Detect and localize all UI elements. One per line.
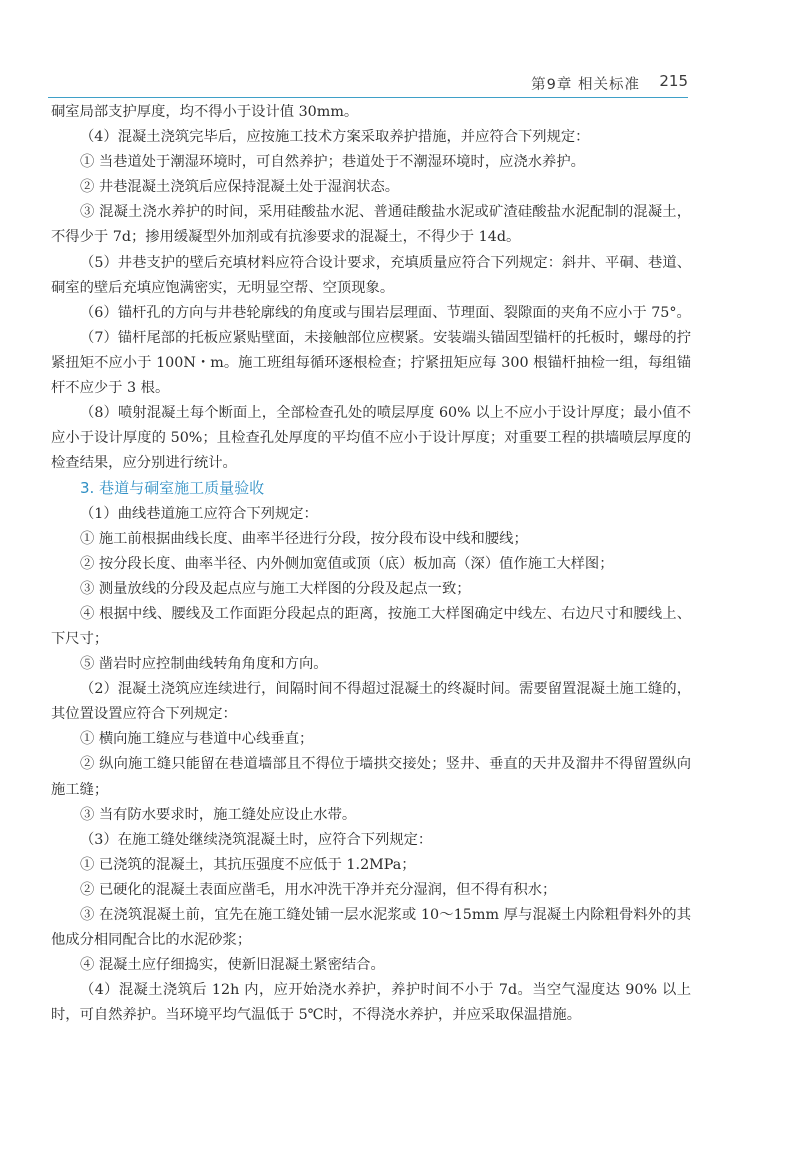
paragraph: （6）锚杆孔的方向与井巷轮廓线的角度或与围岩层理面、节理面、裂隙面的夹角不应小于 75°。	[80, 304, 691, 321]
paragraph: ③ 混凝土浇水养护的时间，采用硅酸盐水泥、普通硅酸盐水泥或矿渣硅酸盐水泥配制的混凝土，不得少于 7d；掺用缓凝型外加剂或有抗渗要求的混凝土，不得少于 14d。	[51, 204, 691, 246]
paragraph: （1）曲线巷道施工应符合下列规定：	[80, 505, 318, 522]
paragraph: ① 施工前根据曲线长度、曲率半径进行分段，按分段布设中线和腰线；	[80, 530, 528, 547]
paragraph: （3）在施工缝处继续浇筑混凝土时，应符合下列规定：	[80, 831, 433, 848]
page-body	[51, 100, 691, 1028]
paragraph: ① 已浇筑的混凝土，其抗压强度不应低于 1.2MPa；	[80, 856, 416, 873]
paragraph: （4）混凝土浇筑完毕后，应按施工技术方案采取养护措施，并应符合下列规定：	[80, 129, 590, 146]
paragraph: （4）混凝土浇筑后 12h 内，应开始浇水养护，养护时间不小于 7d。当空气湿度达 90% 以上时，可自然养护。当环境平均气温低于 5℃时，不得浇水养护，并应采取保温措施。	[51, 982, 691, 1024]
paragraph: ② 井巷混凝土浇筑后应保持混凝土处于湿润状态。	[80, 179, 400, 196]
page-number: 215	[659, 72, 688, 90]
paragraph: ② 纵向施工缝只能留在巷道墙部且不得位于墙拱交接处；竖井、垂直的天井及溜井不得留置纵向施工缝；	[51, 756, 691, 798]
paragraph: ⑤ 凿岩时应控制曲线转角角度和方向。	[80, 656, 328, 673]
paragraph: 硐室局部支护厚度，均不得小于设计值 30mm。	[51, 104, 359, 120]
paragraph: ③ 在浇筑混凝土前，宜先在施工缝处铺一层水泥浆或 10～15mm 厚与混凝土内除粗骨料外的其他成分相同配合比的水泥砂浆；	[51, 907, 691, 949]
paragraph: （7）锚杆尾部的托板应紧贴壁面，未接触部位应楔紧。安装端头锚固型锚杆的托板时，螺母的拧紧扭矩不应小于 100N・m。施工班组每循环逐根检查；拧紧扭矩应每 300 根锚杆抽检一组，每组锚杆不应少于 3 根。	[51, 329, 691, 397]
paragraph: （8）喷射混凝土每个断面上，全部检查孔处的喷层厚度 60% 以上不应小于设计厚度；最小值不应小于设计厚度的 50%；且检查孔处厚度的平均值不应小于设计厚度；对重要工程的拱墙喷层厚度的检查结果，应分别进行统计。	[51, 405, 691, 472]
header-rule	[48, 97, 688, 98]
paragraph: ③ 测量放线的分段及起点应与施工大样图的分段及起点一致；	[80, 580, 471, 597]
paragraph: ① 横向施工缝应与巷道中心线垂直；	[80, 731, 314, 748]
paragraph: （2）混凝土浇筑应连续进行，间隔时间不得超过混凝土的终凝时间。需要留置混凝土施工缝的，其位置设置应符合下列规定：	[51, 681, 691, 723]
section-heading: 3. 巷道与硐室施工质量验收	[80, 479, 265, 498]
page-header	[0, 0, 800, 110]
paragraph: ④ 根据中线、腰线及工作面距分段起点的距离，按施工大样图确定中线左、右边尺寸和腰线上、下尺寸；	[51, 605, 691, 647]
paragraph: ④ 混凝土应仔细捣实，使新旧混凝土紧密结合。	[80, 957, 385, 974]
chapter-title: 第9章 相关标准	[531, 77, 640, 93]
paragraph: ② 按分段长度、曲率半径、内外侧加宽值或顶（底）板加高（深）值作施工大样图；	[80, 555, 614, 572]
paragraph: ① 当巷道处于潮湿环境时，可自然养护；巷道处于不潮湿环境时，应浇水养护。	[80, 154, 585, 171]
paragraph: ② 已硬化的混凝土表面应凿毛，用水冲洗干净并充分湿润，但不得有积水；	[80, 881, 557, 898]
paragraph: （5）井巷支护的壁后充填材料应符合设计要求，充填质量应符合下列规定：斜井、平硐、巷道、硐室的壁后充填应饱满密实，无明显空帮、空顶现象。	[51, 254, 691, 296]
paragraph: ③ 当有防水要求时，施工缝处应设止水带。	[80, 806, 357, 823]
